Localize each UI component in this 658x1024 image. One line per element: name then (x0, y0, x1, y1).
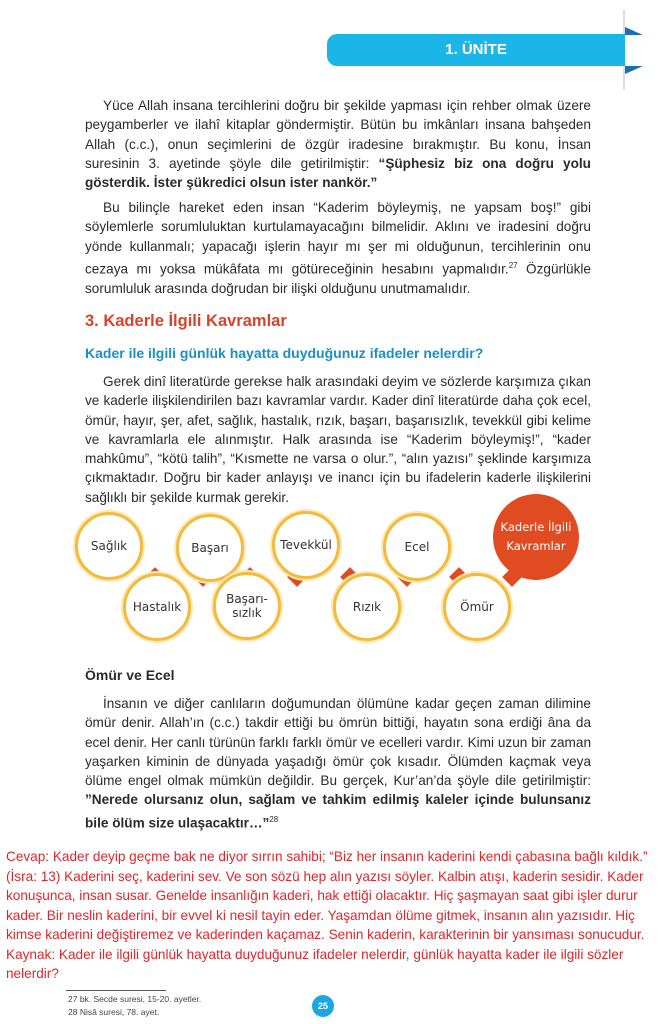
concept-hastalik: Hastalık (123, 573, 191, 641)
banner-fold-bottom (625, 66, 643, 74)
concept-tevekkul: Tevekkül (272, 511, 340, 579)
paragraph-text: Özgürlükle sorumluluk arasında doğrudan bir ilişki olduğunu unutmamalıdır. (85, 261, 591, 296)
footnote-ref: 28 (269, 814, 279, 824)
concept-center: Kaderle İlgili Kavramlar (493, 494, 579, 580)
paragraph-2 (85, 198, 591, 298)
paragraph-text: Gerek dinî literatürde gerekse halk arasındaki deyim ve sözlerde karşımıza çıkan ve kaderle ilişkilendirilen bazı kavramlar vardır. Kader dinî literatürde daha çok ecel, ömür, hayır, şer, afet, sağlık, hastalık, rızık, başarı, başarısızlık, tevekkül gibi kelime ve kavramlarla ele alınmıştır. Halk arasında ise “Kaderim böyleymiş!”, “kader mahkûmu”, “kötü talih”, “Kısmette ne varsa o olur.”, “alın yazısı” şeklinde karşımıza çıkmaktadır. Doğru bir kader anlayışı ve inancı için bu ifadelerin kaderle ilişkilerini sağlıklı bir şekilde kurmak gerekir. (85, 374, 591, 505)
concept-basari: Başarı (176, 514, 244, 582)
paragraph-3 (85, 372, 591, 507)
quote: ”Nerede olursanız olun, sağlam ve tahkim edilmiş kaleler içinde bulunsanız bile ölüm size ulaşacaktır…” (85, 792, 591, 831)
footnote: 28 Nisâ suresi, 78. ayet. (68, 1007, 160, 1017)
answer-overlay-text: Cevap: Kader deyip geçme bak ne diyor sırrın sahibi; “Biz her insanın kaderini kendi çabasına bağlı kıldık.” (İsra: 13) Kaderini seç, kaderini sev. Ve son sözü hep alın yazısı söyler. Kalbin atışı, kaderin sesidir. Kader konuşunca, insan susar. Genelde insanlığın kaderi, hak ettiği olacaktır. Hiç şaşmayan saat gibi işler durur kader. Bir neslin kaderini, bir evvel ki nesil tayin eder. Yaşamdan ölüme gitmek, insanın alın yazısıdır. Hiç kimse kaderini değiştiremez ve kaderinden kaçamaz. Senin kaderin, karakterinin bir yansıması sonucudur. Kaynak: Kader ile ilgili günlük hayatta duyduğunuz ifadeler nelerdir, günlük hayatta kader ile ilgili sözler nelerdir? (6, 849, 648, 981)
banner-fold-top (625, 27, 643, 35)
quote: “Şüphesiz biz ona doğru yolu gösterdik. İster şükredici olsun ister nankör.” (85, 155, 591, 191)
footnote-ref: 27 (508, 260, 518, 270)
unit-banner: 1. ÜNİTE (327, 34, 625, 66)
paragraph-1 (85, 96, 591, 192)
question-heading: Kader ile ilgili günlük hayatta duyduğunuz ifadeler nelerdir? (85, 345, 484, 361)
footnote: 27 bk. Secde suresi, 15-20. ayetler. (68, 994, 202, 1004)
page-number: 25 (312, 995, 334, 1017)
concept-rizik: Rızık (333, 573, 401, 641)
paragraph-4 (85, 694, 591, 833)
paragraph-text: Yüce Allah insana tercihlerini doğru bir şekilde yapması için rehber olmak üzere peygamberler ve ilahî kitaplar göndermiştir. Bütün bu imkânları insana bahşeden Allah (c.c.), onun seçimlerini de özgür iradesine bırakmıştır. Bu konu, İnsan suresinin 3. ayetinde şöyle dile getirilmiştir: (85, 98, 591, 171)
paragraph-text: İnsanın ve diğer canlıların doğumundan ölümüne kadar geçen zaman dilimine ömür denir. Allah’ın (c.c.) takdir ettiği bu ömrün bittiği, hayatın sona erdiği âna da ecel denir. Her canlı türünün farklı farklı ömür ve ecelleri vardır. Kimi uzun bir zaman yaşarken kiminin de dünyada yaşadığı ömür çok kısadır. Ölümden kaçmak veya ölüme engel olmak mümkün değildir. Bu gerçek, Kur’an’da şöyle dile getirilmiştir: (85, 696, 591, 789)
concept-basarisizlik: Başarı-sızlık (213, 572, 281, 640)
concept-saglik: Sağlık (75, 512, 143, 580)
section-title: 3. Kaderle İlgili Kavramlar (85, 312, 287, 330)
subheading: Ömür ve Ecel (85, 667, 175, 683)
paragraph-text: Bu bilinçle hareket eden insan “Kaderim böyleymiş, ne yapsam boş!” gibi söylemlerle sorumluluktan kurtulamayacağını bilmelidir. Aklını ve iradesini doğru yönde kullanmalı; yapacağı işlerin hayır mı şer mi olduğunun, tercihlerinin onu cezaya mı yoksa mükâfata mı götüreceğinin hesabını yapmalıdır. (85, 200, 591, 277)
concept-omur: Ömür (443, 573, 511, 641)
concept-ecel: Ecel (383, 513, 451, 581)
footnote-divider (66, 990, 166, 991)
